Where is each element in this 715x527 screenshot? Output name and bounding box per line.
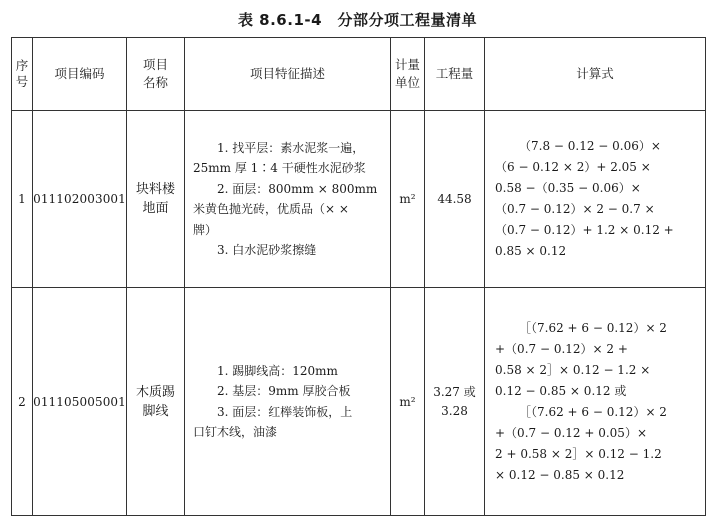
header-name xyxy=(127,38,185,111)
desc-line: 米黄色抛光砖，优质品（× × xyxy=(193,202,349,216)
calc-line: 0.58 × 2］× 0.12 − 1.2 × xyxy=(495,362,651,377)
calc-line: 0.58 −（0.35 − 0.06）× xyxy=(495,181,641,195)
desc-line: 1. 找平层：素水泥浆一遍， xyxy=(217,140,365,155)
calc-line: +（0.7 − 0.12）× 2 + xyxy=(495,341,628,356)
calc-line: （0.7 − 0.12）× 2 − 0.7 × xyxy=(495,202,655,216)
row-code: 011102003001 xyxy=(33,111,127,288)
row-qty xyxy=(425,288,485,516)
header-calc: 计算式 xyxy=(485,38,706,111)
row-calc xyxy=(485,288,706,516)
row-name xyxy=(127,288,185,516)
row-desc xyxy=(185,111,391,288)
calc-line: × 0.12 − 0.85 × 0.12 xyxy=(495,467,625,482)
row-name-label: 木质踢脚线 xyxy=(135,384,175,419)
calc-line: ［（7.62 + 6 − 0.12）× 2 xyxy=(519,404,667,419)
desc-line: 2. 基层：9mm 厚胶合板 xyxy=(217,384,351,398)
row-qty: 44.58 xyxy=(425,111,485,288)
desc-line: 3. 面层：红榉装饰板，上 xyxy=(217,404,353,419)
bill-of-quantities-table xyxy=(11,37,706,516)
desc-line: 2. 面层：800mm × 800mm xyxy=(217,181,378,196)
desc-line: 牌） xyxy=(193,222,218,237)
row-name-label: 块料楼地面 xyxy=(135,182,175,216)
desc-line: 1. 踢脚线高：120mm xyxy=(217,363,338,378)
calc-line: （6 − 0.12 × 2）+ 2.05 × xyxy=(495,160,651,174)
row-qty-value: 3.27 或 3.28 xyxy=(433,384,476,418)
desc-line: 口钉木线，油漆 xyxy=(193,425,278,439)
row-name xyxy=(127,111,185,288)
header-qty: 工程量 xyxy=(425,38,485,111)
calc-line: 2 + 0.58 × 2］× 0.12 − 1.2 xyxy=(495,446,662,461)
calc-line: 0.12 − 0.85 × 0.12 或 xyxy=(495,383,627,398)
header-unit xyxy=(391,38,425,111)
row-unit: m² xyxy=(391,288,425,516)
header-seq: 序号 xyxy=(12,38,33,111)
desc-line: 25mm 厚 1∶4 干硬性水泥砂浆 xyxy=(193,161,366,175)
calc-line: 0.85 × 0.12 xyxy=(495,244,567,258)
row-desc xyxy=(185,288,391,516)
calc-line: +（0.7 − 0.12 + 0.05）× xyxy=(495,425,647,440)
header-unit-label: 计量单位 xyxy=(394,57,420,90)
row-seq: 1 xyxy=(12,111,33,288)
calc-line: ［（7.62 + 6 − 0.12）× 2 xyxy=(519,320,667,335)
table-row xyxy=(12,111,706,288)
desc-line: 3. 白水泥砂浆擦缝 xyxy=(217,243,317,257)
table-title: 表 8.6.1-4 分部分项工程量清单 xyxy=(237,11,478,29)
table-row xyxy=(12,288,706,516)
row-code: 011105005001 xyxy=(33,288,127,516)
calc-line: （7.8 − 0.12 − 0.06）× xyxy=(519,139,661,153)
calc-line: （0.7 − 0.12）+ 1.2 × 0.12 + xyxy=(495,223,674,237)
header-desc: 项目特征描述 xyxy=(185,38,391,111)
header-name-label: 项目名称 xyxy=(142,57,168,90)
header-row xyxy=(12,38,706,111)
row-unit: m² xyxy=(391,111,425,288)
header-code: 项目编码 xyxy=(33,38,127,111)
row-calc xyxy=(485,111,706,288)
row-seq: 2 xyxy=(12,288,33,516)
